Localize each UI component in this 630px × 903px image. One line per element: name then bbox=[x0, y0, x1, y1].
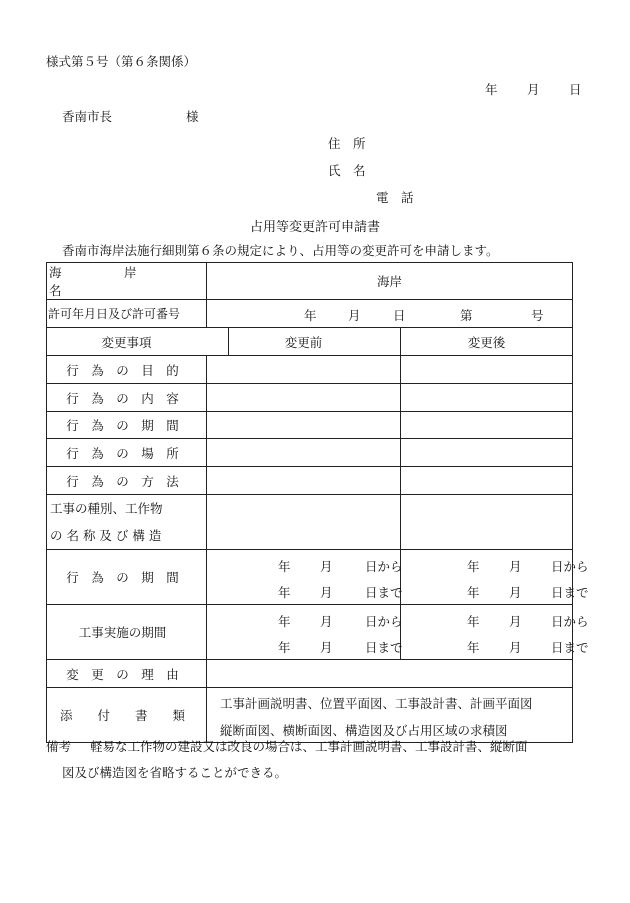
row-purpose-label: 行 為 の 目 的 bbox=[47, 356, 207, 384]
note-label: 備考 bbox=[46, 739, 72, 754]
col-item-header: 変更事項 bbox=[47, 328, 229, 356]
row-purpose-after bbox=[401, 356, 573, 384]
coast-value: 海岸 bbox=[207, 263, 573, 300]
row-place-after bbox=[401, 439, 573, 467]
permit-go: 号 bbox=[531, 308, 544, 323]
row-method-label: 行 為 の 方 法 bbox=[47, 467, 207, 495]
row-act-period-after: 年 月 日から 年 月 日まで bbox=[401, 550, 573, 605]
row-period-after bbox=[401, 412, 573, 439]
row-act-period-before: 年 月 日から 年 月 日まで bbox=[207, 550, 401, 605]
addressee: 香南市長 bbox=[62, 109, 113, 124]
phone-label: 電 話 bbox=[376, 190, 414, 205]
row-attach-value bbox=[207, 688, 573, 743]
permit-day: 日 bbox=[393, 308, 406, 323]
attach-line-1: 工事計画説明書、位置平面図、工事設計書、計画平面図 bbox=[220, 696, 533, 711]
row-content-label: 行 為 の 内 容 bbox=[47, 384, 207, 412]
row-period-before bbox=[207, 412, 401, 439]
attach-line-2: 縦断面図、横断面図、構造図及び占用区域の求積図 bbox=[220, 723, 508, 738]
row-place-before bbox=[207, 439, 401, 467]
permit-label: 許可年月日及び許可番号 bbox=[47, 300, 207, 328]
permit-value-cell bbox=[207, 300, 573, 328]
row-work-type-label: 工事の種別、工作物 の 名 称 及 び 構 造 bbox=[47, 495, 207, 550]
coast-name-label: 海 岸 名 bbox=[47, 263, 207, 300]
col-before-header: 変更前 bbox=[229, 328, 401, 356]
row-place-label: 行 為 の 場 所 bbox=[47, 439, 207, 467]
row-reason-label: 変 更 の 理 由 bbox=[47, 660, 207, 688]
permit-year: 年 bbox=[304, 308, 317, 323]
date-day-label: 日 bbox=[569, 82, 582, 97]
row-work-period-before: 年 月 日から 年 月 日まで bbox=[207, 605, 401, 660]
name-label: 氏 名 bbox=[328, 163, 366, 178]
date-year-label: 年 bbox=[485, 82, 498, 97]
row-act-period-label: 行 為 の 期 間 bbox=[47, 550, 207, 605]
row-method-before bbox=[207, 467, 401, 495]
row-work-period-label: 工事実施の期間 bbox=[47, 605, 207, 660]
row-content-after bbox=[401, 384, 573, 412]
note-line-1: 軽易な工作物の建設又は改良の場合は、工事計画説明書、工事設計書、縦断面 bbox=[90, 739, 528, 754]
address-label: 住 所 bbox=[328, 136, 366, 151]
form-number: 様式第５号（第６条関係） bbox=[46, 54, 197, 69]
row-work-period-after: 年 月 日から 年 月 日まで bbox=[401, 605, 573, 660]
row-work-type-before bbox=[207, 495, 401, 550]
row-work-type-after bbox=[401, 495, 573, 550]
document-title: 占用等変更許可申請書 bbox=[250, 220, 381, 235]
col-after-header: 変更後 bbox=[401, 328, 573, 356]
row-period-label: 行 為 の 期 間 bbox=[47, 412, 207, 439]
row-reason-value bbox=[207, 660, 573, 688]
date-month-label: 月 bbox=[527, 82, 540, 97]
intro-text: 香南市海岸法施行細則第６条の規定により、占用等の変更許可を申請します。 bbox=[62, 243, 499, 258]
row-content-before bbox=[207, 384, 401, 412]
row-method-after bbox=[401, 467, 573, 495]
note-line-2: 図及び構造図を省略することができる。 bbox=[62, 765, 288, 780]
application-table bbox=[46, 262, 589, 743]
permit-dai: 第 bbox=[460, 308, 473, 323]
row-purpose-before bbox=[207, 356, 401, 384]
permit-month: 月 bbox=[348, 308, 361, 323]
row-attach-label: 添 付 書 類 bbox=[47, 688, 207, 743]
honorific: 様 bbox=[186, 109, 199, 124]
